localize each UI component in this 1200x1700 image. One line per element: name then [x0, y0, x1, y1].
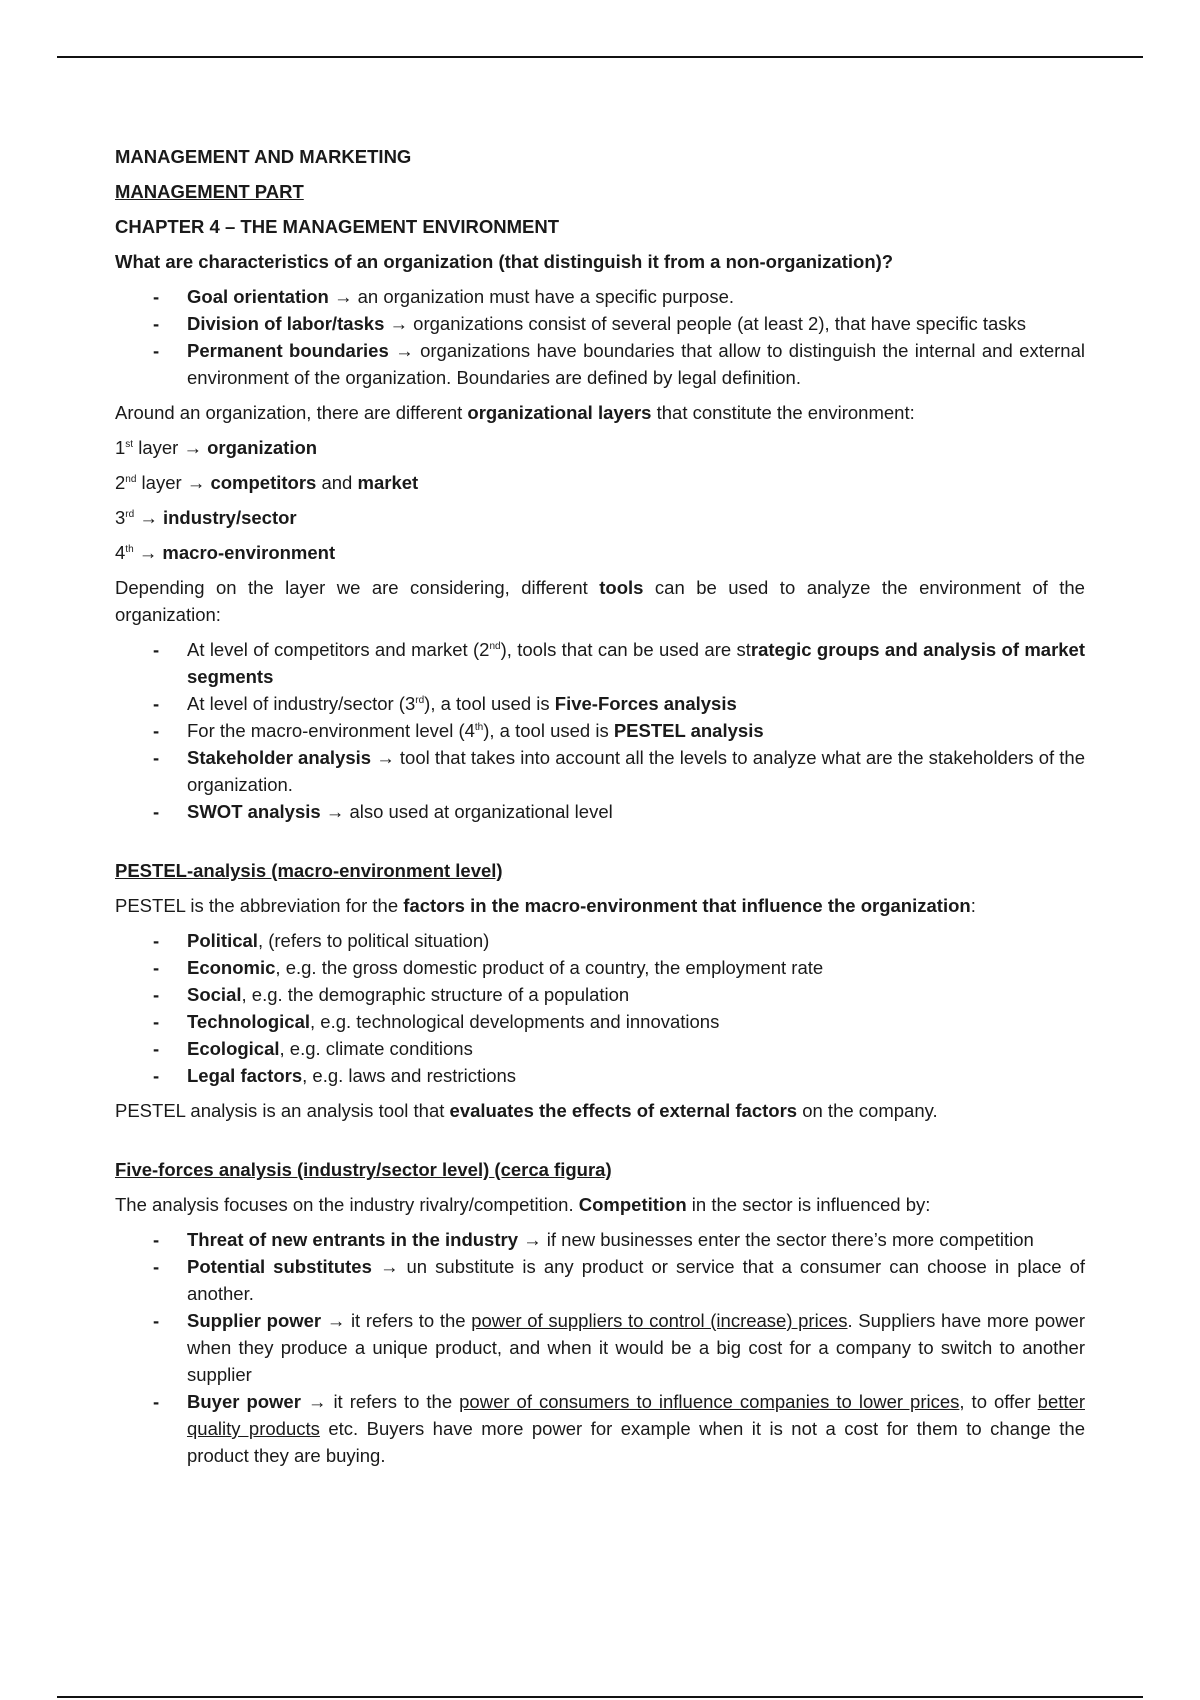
list-item: - Buyer power → it refers to the power of consumers to influence companies to lower prices, to offer better quality products etc. Buyers have more power for example when it is not a cost for them to change the product they are buying. [187, 1388, 1085, 1469]
list-item: - Political, (refers to political situation) [187, 927, 1085, 954]
list-item: - Ecological, e.g. climate conditions [187, 1035, 1085, 1062]
list-item: - Permanent boundaries → organizations have boundaries that allow to distinguish the internal and external environment of the organization. Boundaries are defined by legal definition. [187, 337, 1085, 391]
top-rule [57, 56, 1143, 58]
pestel-summary: PESTEL analysis is an analysis tool that evaluates the effects of external factors on the company. [115, 1100, 938, 1121]
list-item: - Social, e.g. the demographic structure of a population [187, 981, 1085, 1008]
characteristics-list [115, 283, 1085, 391]
list-item: - At level of competitors and market (2nd), tools that can be used are strategic groups and analysis of market segments [187, 636, 1085, 690]
list-item: - Supplier power → it refers to the power of suppliers to control (increase) prices. Suppliers have more power when they produce a unique product, and when it would be a big cost for a company to switch to another supplier [187, 1307, 1085, 1388]
layer-4: 4th → macro-environment [115, 542, 336, 563]
list-item: - Goal orientation → an organization must have a specific purpose. [187, 283, 1085, 310]
five-forces-list [115, 1226, 1085, 1469]
pestel-factors-list [115, 927, 1085, 1089]
part-heading: MANAGEMENT PART [115, 181, 304, 202]
document-body [115, 143, 1085, 1477]
bottom-rule [57, 1696, 1143, 1698]
tools-intro: Depending on the layer we are considering, different tools can be used to analyze the environment of the organization: [115, 577, 1085, 625]
layer-2: 2nd layer → competitors and market [115, 472, 419, 493]
tools-list [115, 636, 1085, 825]
list-item: - At level of industry/sector (3rd), a tool used is Five-Forces analysis [187, 690, 1085, 717]
five-forces-intro: The analysis focuses on the industry rivalry/competition. Competition in the sector is influenced by: [115, 1194, 931, 1215]
list-item: - For the macro-environment level (4th), a tool used is PESTEL analysis [187, 717, 1085, 744]
list-item: - Threat of new entrants in the industry → if new businesses enter the sector there’s more competition [187, 1226, 1085, 1253]
layers-intro: Around an organization, there are different organizational layers that constitute the environment: [115, 402, 915, 423]
pestel-intro: PESTEL is the abbreviation for the factors in the macro-environment that influence the organization: [115, 895, 976, 916]
chapter-heading: CHAPTER 4 – THE MANAGEMENT ENVIRONMENT [115, 216, 560, 237]
layer-3: 3rd → industry/sector [115, 507, 297, 528]
pestel-section-title: PESTEL-analysis (macro-environment level) [115, 860, 503, 881]
layer-1: 1st layer → organization [115, 437, 318, 458]
list-item: - Division of labor/tasks → organizations consist of several people (at least 2), that have specific tasks [187, 310, 1085, 337]
list-item: - Potential substitutes → un substitute is any product or service that a consumer can choose in place of another. [187, 1253, 1085, 1307]
five-forces-section-title: Five-forces analysis (industry/sector level) (cerca figura) [115, 1159, 612, 1180]
list-item: - Legal factors, e.g. laws and restrictions [187, 1062, 1085, 1089]
list-item: - Economic, e.g. the gross domestic product of a country, the employment rate [187, 954, 1085, 981]
list-item: - Stakeholder analysis → tool that takes into account all the levels to analyze what are the stakeholders of the organization. [187, 744, 1085, 798]
list-item: - Technological, e.g. technological developments and innovations [187, 1008, 1085, 1035]
document-title: MANAGEMENT AND MARKETING [115, 146, 412, 167]
question-heading: What are characteristics of an organization (that distinguish it from a non-organization)? [115, 251, 894, 272]
list-item: - SWOT analysis → also used at organizational level [187, 798, 1085, 825]
